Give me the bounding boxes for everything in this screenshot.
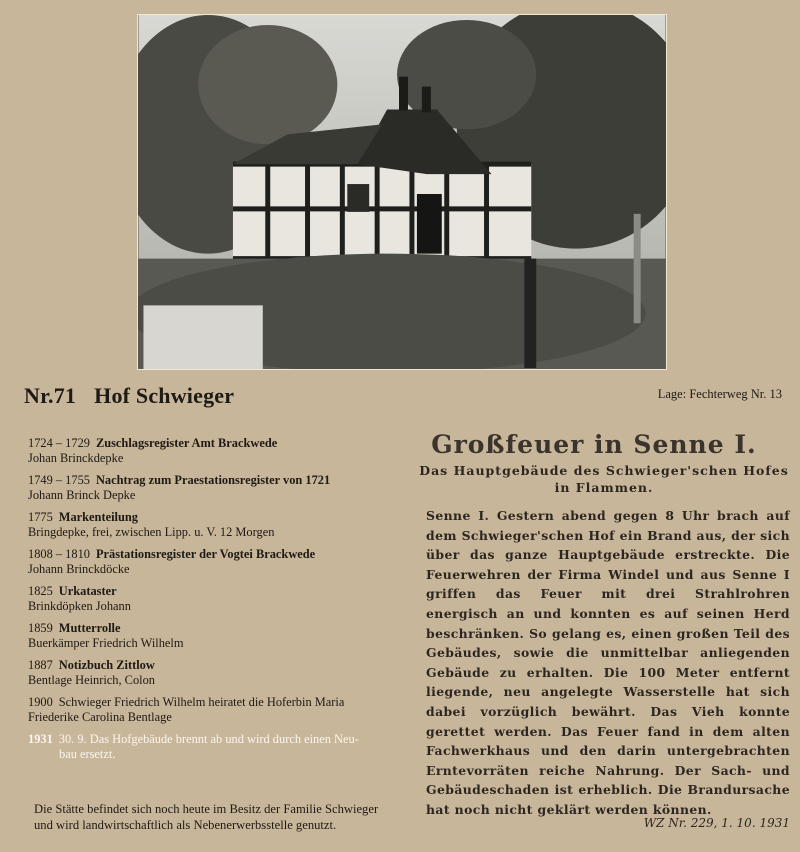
record-text: 30. 9. Das Hofgebäude brennt ab und wird durch einen Neu- — [58, 732, 359, 746]
record-title: Prästationsregister der Vogtei Brackwede — [95, 547, 316, 561]
record-entry — [28, 436, 418, 466]
record-entry — [28, 547, 418, 577]
record-title: Urkataster — [58, 584, 117, 598]
record-year: 1775 — [28, 510, 53, 524]
page-title — [24, 383, 234, 409]
farm-name: Hof Schwieger — [94, 383, 235, 408]
record-text-cont: Friederike Carolina Bentlage — [28, 710, 172, 724]
record-title: Nachtrag zum Praestationsregister von 1721 — [95, 473, 331, 487]
record-year: 1808 – 1810 — [28, 547, 90, 561]
record-title: Zuschlagsregister Amt Brackwede — [95, 436, 278, 450]
newspaper-subhead-line: in Flammen. — [554, 480, 654, 495]
record-entry — [28, 510, 418, 540]
newspaper-headline: Großfeuer in Senne I. — [431, 430, 757, 459]
record-desc: Johann Brinck Depke — [28, 488, 136, 502]
record-entry — [28, 584, 418, 614]
record-desc: Bentlage Heinrich, Colon — [28, 673, 155, 687]
record-entry-highlight — [28, 732, 418, 762]
record-entry — [28, 695, 418, 725]
record-year: 1825 — [28, 584, 53, 598]
footer-line: Die Stätte befindet sich noch heute im Besitz der Familie Schwieger — [34, 802, 379, 816]
record-desc: Buerkämper Friedrich Wilhelm — [28, 636, 184, 650]
record-year: 1931 — [28, 732, 53, 746]
newspaper-body: Senne I. Gestern abend gegen 8 Uhr brach auf dem Schwieger'schen Hof ein Brand aus, der sich über das ganze Hauptgebäude erstreckte. Die Feuerwehren der Firma Windel und aus Senne I griffen das Feuer mit drei Strahlrohren energisch an und konnten es auf seinen Herd beschränken. So gelang es, einen großen Teil des Gebäudes, sowie die unmittelbar anliegenden Gebäude zu erhalten. Die 100 Meter entfernt liegende, neu angelegte Wasserstelle hat sich dabei vorzüglich bewährt. Das Vieh konnte gerettet werden. Das Feuer fand in dem alten Fachwerkhaus und den darin untergebrachten Erntevorräten reiche Nahrung. Der Sach- und Gebäudeschaden ist erheblich. Die Brandursache hat noch nicht geklärt werden können. — [426, 508, 790, 817]
farmhouse-photo — [137, 14, 667, 370]
record-desc: Bringdepke, frei, zwischen Lipp. u. V. 12 Morgen — [28, 525, 275, 539]
record-year: 1749 – 1755 — [28, 473, 90, 487]
record-desc: Johann Brinckdöcke — [28, 562, 130, 576]
newspaper-clipping — [419, 424, 794, 830]
record-text-cont: bau ersetzt. — [59, 747, 116, 761]
newspaper-subhead-line: Das Hauptgebäude des Schwieger'schen Hofes — [419, 463, 789, 478]
record-list — [28, 436, 418, 769]
record-entry — [28, 473, 418, 503]
footer-line: und wird landwirtschaftlich als Nebenerwerbsstelle genutzt. — [34, 818, 337, 832]
record-desc: Johan Brinckdepke — [28, 451, 124, 465]
footer-note — [34, 801, 414, 833]
farm-number: Nr.71 — [24, 383, 77, 408]
record-year: 1859 — [28, 621, 53, 635]
farmhouse-photo-icon — [138, 15, 666, 369]
newspaper-subhead — [414, 462, 794, 496]
record-text: Schwieger Friedrich Wilhelm heiratet die Hoferbin Maria — [58, 695, 345, 709]
record-title: Mutterrolle — [58, 621, 121, 635]
newspaper-source: WZ Nr. 229, 1. 10. 1931 — [643, 816, 790, 830]
record-year: 1900 — [28, 695, 53, 709]
record-title: Markenteilung — [58, 510, 138, 524]
record-desc: Brinkdöpken Johann — [28, 599, 131, 613]
record-title: Notizbuch Zittlow — [58, 658, 155, 672]
record-entry — [28, 621, 418, 651]
record-entry — [28, 658, 418, 688]
record-year: 1724 – 1729 — [28, 436, 90, 450]
location-label: Lage: Fechterweg Nr. 13 — [657, 387, 782, 401]
record-year: 1887 — [28, 658, 53, 672]
